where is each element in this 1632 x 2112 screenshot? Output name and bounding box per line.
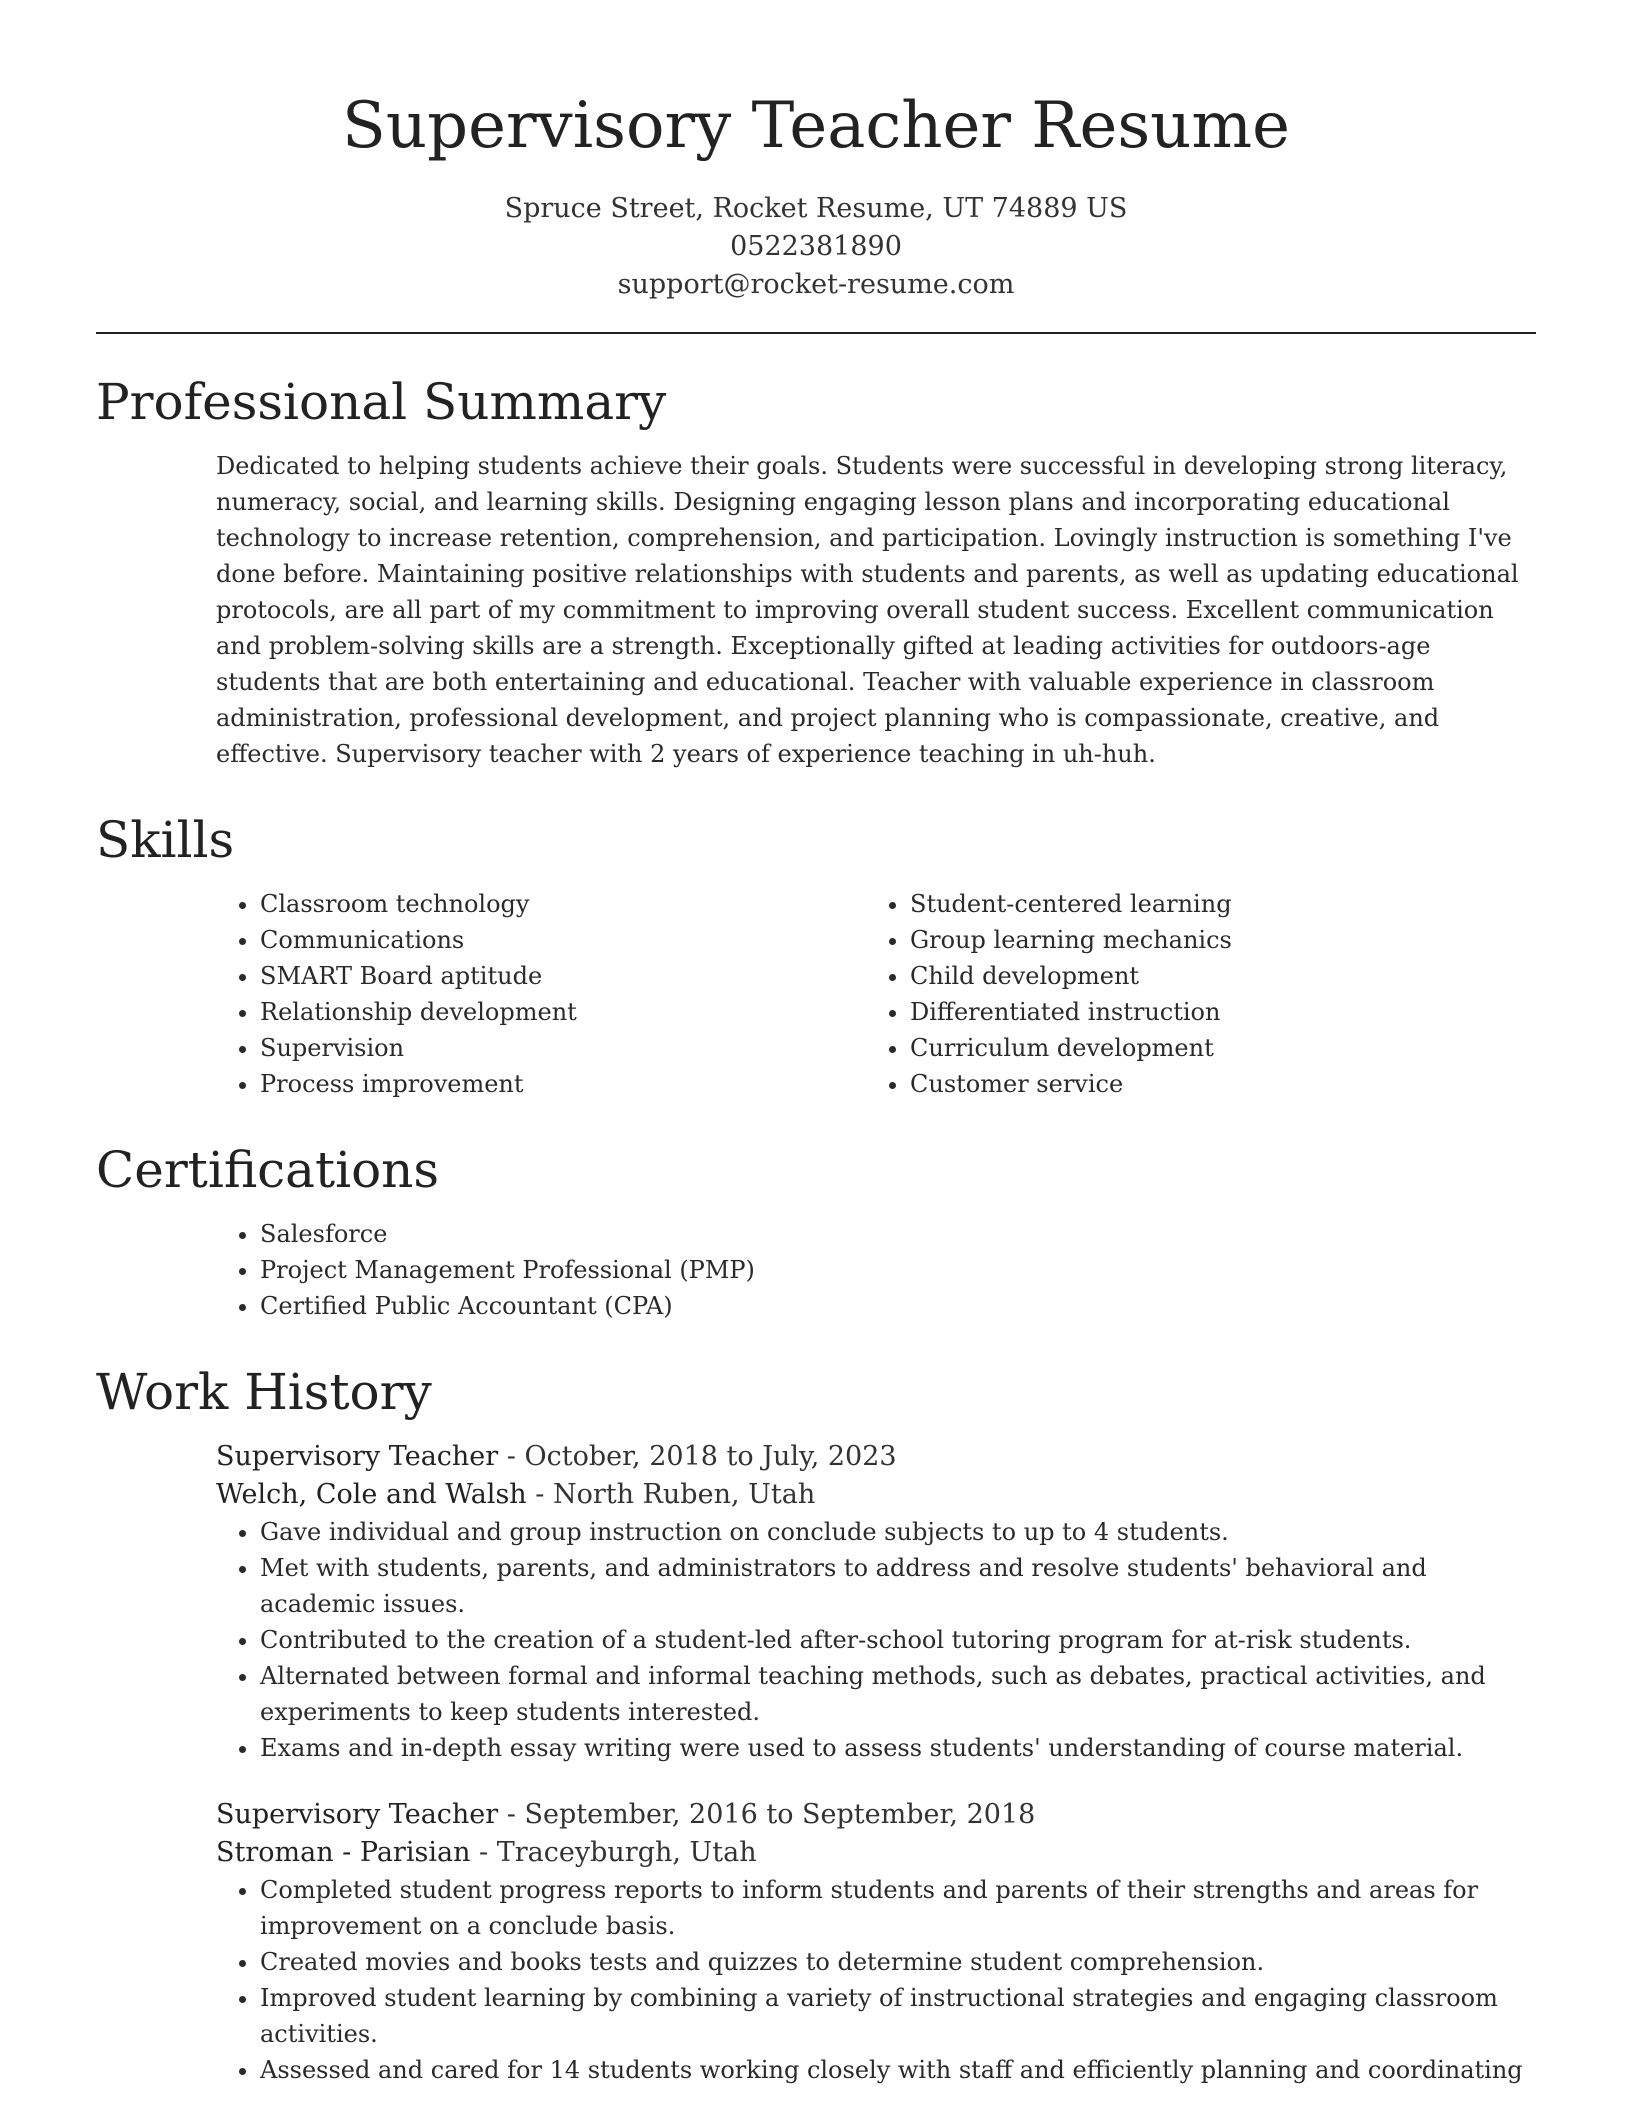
skill-item: • Communications — [260, 922, 866, 958]
summary-heading: Professional Summary — [96, 373, 667, 431]
certifications-list-wrap — [216, 1216, 1536, 1324]
job-bullet: • Contributed to the creation of a student-led after-school tutoring program for at-risk students. — [260, 1622, 1536, 1658]
job-bullet: • Improved student learning by combining a variety of instructional strategies and engaging classroom activities. — [260, 1980, 1536, 2052]
skills-heading: Skills — [96, 811, 235, 869]
skill-item: • Process improvement — [260, 1066, 866, 1102]
skill-item: • Group learning mechanics — [910, 922, 1516, 958]
skill-item: • Curriculum development — [910, 1030, 1516, 1066]
contact-block — [96, 190, 1536, 304]
job-entry — [216, 1796, 1536, 2088]
job-bullet: • Exams and in-depth essay writing were used to assess students' understanding of course material. — [260, 1730, 1536, 1766]
job-bullet: • Alternated between formal and informal teaching methods, such as debates, practical activities, and experiments to keep students interested. — [260, 1658, 1536, 1730]
job-bullet: • Created movies and books tests and quizzes to determine student comprehension. — [260, 1944, 1536, 1980]
job-entry — [216, 1438, 1536, 1766]
job-company-line: Welch, Cole and Walsh - North Ruben, Utah — [216, 1479, 816, 1510]
job-bullet: • Gave individual and group instruction on conclude subjects to up to 4 students. — [260, 1514, 1536, 1550]
header-divider — [96, 332, 1536, 334]
skills-list-right — [866, 886, 1516, 1102]
job-bullets — [216, 1872, 1536, 2088]
work-history-heading: Work History — [96, 1363, 432, 1421]
skill-item: • Child development — [910, 958, 1516, 994]
job-bullet: • Assessed and cared for 14 students working closely with staff and efficiently planning and coordinating — [260, 2052, 1536, 2088]
skill-item: • Relationship development — [260, 994, 866, 1030]
skills-grid — [216, 886, 1536, 1102]
skills-column-left — [216, 886, 866, 1102]
work-history-section — [96, 1362, 1536, 2088]
contact-email: support@rocket-resume.com — [617, 269, 1015, 300]
job-bullet: • Met with students, parents, and administrators to address and resolve students' behavioral and academic issues. — [260, 1550, 1536, 1622]
resume-title: Supervisory Teacher Resume — [342, 89, 1290, 163]
contact-phone: 0522381890 — [730, 231, 902, 262]
certifications-list — [216, 1216, 1536, 1324]
certification-item: • Salesforce — [260, 1216, 1536, 1252]
summary-section — [96, 372, 1536, 772]
certification-item: • Project Management Professional (PMP) — [260, 1252, 1536, 1288]
certifications-heading: Certifications — [96, 1141, 440, 1199]
skill-item: • Customer service — [910, 1066, 1516, 1102]
job-dates: October, 2018 to July, 2023 — [524, 1441, 897, 1472]
skill-item: • Supervision — [260, 1030, 866, 1066]
skill-item: • Classroom technology — [260, 886, 866, 922]
certifications-section — [96, 1140, 1536, 1324]
job-title-line: Supervisory Teacher - September, 2016 to September, 2018 — [216, 1799, 1036, 1830]
skills-section — [96, 810, 1536, 1102]
contact-address: Spruce Street, Rocket Resume, UT 74889 US — [504, 193, 1128, 224]
certification-item: • Certified Public Accountant (CPA) — [260, 1288, 1536, 1324]
job-bullet: • Completed student progress reports to inform students and parents of their strengths and areas for improvement on a conclude basis. — [260, 1872, 1536, 1944]
skill-item: • Differentiated instruction — [910, 994, 1516, 1030]
job-title-line: Supervisory Teacher - October, 2018 to July, 2023 — [216, 1441, 897, 1472]
job-role: Supervisory Teacher — [216, 1799, 499, 1830]
summary-text: Dedicated to helping students achieve their goals. Students were successful in developing strong literacy, numeracy, social, and learning skills. Designing engaging lesson plans and incorporating educational technology to increase retention, comprehension, and participation. Lovingly instruction is something I've done before. Maintaining positive relationships with students and parents, as well as updating educational protocols, are all part of my commitment to improving overall student success. Excellent communication and problem-solving skills are a strength. Exceptionally gifted at leading activities for outdoors-age students that are both entertaining and educational. Teacher with valuable experience in classroom administration, professional development, and project planning who is compassionate, creative, and effective. Supervisory teacher with 2 years of experience teaching in uh-huh. — [216, 452, 1519, 768]
job-bullets — [216, 1514, 1536, 1766]
skills-column-right — [866, 886, 1516, 1102]
job-location: North Ruben, Utah — [552, 1479, 816, 1510]
job-location: Traceyburgh, Utah — [496, 1837, 757, 1868]
job-company-line: Stroman - Parisian - Traceyburgh, Utah — [216, 1837, 757, 1868]
skills-list-left — [216, 886, 866, 1102]
skill-item: • SMART Board aptitude — [260, 958, 866, 994]
job-company: Welch, Cole and Walsh — [216, 1479, 527, 1510]
job-role: Supervisory Teacher — [216, 1441, 499, 1472]
job-company: Stroman - Parisian — [216, 1837, 471, 1868]
skill-item: • Student-centered learning — [910, 886, 1516, 922]
job-dates: September, 2016 to September, 2018 — [524, 1799, 1036, 1830]
